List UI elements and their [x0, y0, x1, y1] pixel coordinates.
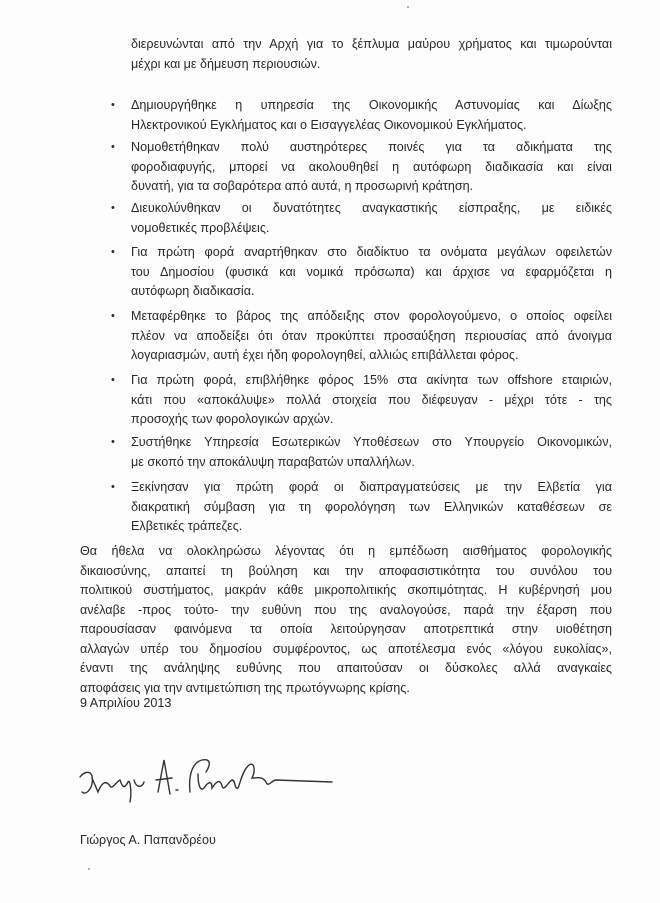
scan-speck: [88, 868, 90, 870]
bullet-icon: •: [111, 436, 115, 448]
bullet-icon: •: [111, 99, 115, 111]
text-line: Νομοθετήθηκαν πολύ αυστηρότερες ποινές για τα αδικήματα της: [131, 140, 612, 154]
bullet-icon: •: [111, 481, 115, 493]
scan-speck: [407, 6, 409, 8]
bullet-item: [111, 138, 612, 197]
text-line: νομοθετικές προβλέψεις.: [131, 220, 270, 235]
text-line: Διευκολύνθηκαν οι δυνατότητες αναγκαστικής είσπραξης, με ειδικές: [131, 201, 612, 215]
bullet-icon: •: [111, 202, 115, 214]
text-line: διερευνώνται από την Αρχή για το ξέπλυμα μαύρου χρήματος και τιμωρούνται: [131, 37, 612, 51]
text-line: ανέλαβε -προς τούτο- την ευθύνη που της αναλογούσε, παρά την έξαρση που: [80, 602, 612, 617]
bullet-item: [111, 371, 612, 430]
text-line: παρουσίασαν φαινόμενα τα οποία λειτούργησαν αποτρεπτικά στην υιοθέτηση: [80, 622, 612, 636]
bullet-item: [111, 243, 612, 302]
bullet-item: [111, 307, 612, 366]
text-line: μέχρι και με δήμευση περιουσιών.: [131, 56, 321, 71]
text-line: δικαιοσύνης, απαιτεί τη βούληση και την αποφασιστικότητα του συνόλου του: [80, 563, 612, 578]
text-line: Για πρώτη φορά, επιβλήθηκε φόρος 15% στα ακίνητα των offshore εταιριών,: [131, 373, 612, 387]
text-line: Ελβετικές τράπεζες.: [131, 519, 243, 533]
text-line: φοροδιαφυγής, μπορεί να ακολουθηθεί η αυτόφωρη διαδικασία και είναι: [131, 159, 612, 174]
bullet-icon: •: [111, 141, 115, 153]
bullet-icon: •: [111, 374, 115, 386]
text-line: Δημιουργήθηκε η υπηρεσία της Οικονομικής Αστυνομίας και Δίωξης: [131, 98, 612, 112]
text-line: Μεταφέρθηκε το βάρος της απόδειξης στον φορολογούμενο, ο οποίος οφείλει: [131, 309, 612, 323]
text-line: κάτι που «αποκάλυψε» πολλά στοιχεία που διέφευγαν - μέχρι τότε - της: [131, 392, 612, 407]
text-line: Ηλεκτρονικού Εγκλήματος και ο Εισαγγελέας Οικονομικού Εγκλήματος.: [131, 117, 527, 132]
text-line: πολιτικού συστήματος, μακράν κάθε μικροπολιτικής σκοπιμότητας. Η κυβέρνησή μου: [80, 583, 612, 597]
closing-paragraph: [80, 542, 612, 698]
text-line: προσοχής των φορολογικών αρχών.: [131, 412, 334, 426]
letter-date: 9 Απριλίου 2013: [80, 696, 172, 710]
text-line: Συστήθηκε Υπηρεσία Εσωτερικών Υποθέσεων στο Υπουργείο Οικονομικών,: [131, 435, 612, 449]
bullet-icon: •: [111, 310, 115, 322]
text-line: Θα ήθελα να ολοκληρώσω λέγοντας ότι η εμπέδωση αισθήματος φορολογικής: [80, 544, 612, 558]
continued-bullet-text: [131, 35, 612, 74]
bullet-item: [111, 96, 612, 135]
text-line: λογαριασμών, αυτή έχει ήδη φορολογηθεί, αλλιώς επιβάλλεται φόρος.: [131, 348, 519, 362]
handwritten-signature: [72, 752, 342, 812]
text-line: διακρατική σύμβαση για τη φορολόγηση των Ελληνικών καταθέσεων σε: [131, 499, 612, 514]
text-line: Ξεκίνησαν για πρώτη φορά οι διαπραγματεύσεις με την Ελβετία για: [131, 480, 612, 494]
text-line: αποφάσεις για την αντιμετώπιση της πρωτόγνωρης κρίσης.: [80, 680, 410, 695]
text-line: Για πρώτη φορά αναρτήθηκαν στο διαδίκτυο τα ονόματα μεγάλων οφειλετών: [131, 245, 612, 259]
bullet-item: [111, 478, 612, 537]
text-line: αυτόφωρη διαδικασία.: [131, 284, 255, 298]
text-line: έναντι της ανάληψης ευθύνης που απαιτούσαν οι δύσκολες αλλά αναγκαίες: [80, 661, 612, 675]
text-line: του Δημοσίου (φυσικά και νομικά πρόσωπα) και άρχισε να εφαρμόζεται η: [131, 264, 612, 279]
bullet-icon: •: [111, 246, 115, 258]
bullet-item: [111, 433, 612, 472]
text-line: δυνατή, για τα σοβαρότερα από αυτά, η προσωρινή κράτηση.: [131, 179, 474, 193]
bullet-item: [111, 199, 612, 238]
text-line: με σκοπό την αποκάλυψη παραβατών υπαλλήλων.: [131, 454, 415, 469]
text-line: αλλαγών υπέρ του δημοσίου συμφέροντος, ως αποτέλεσμα ενός «λόγου ευκολίας»,: [80, 641, 612, 656]
text-line: πλέον να αποδείξει ότι όταν προκύπτει προσαύξηση περιουσίας από άνοιγμα: [131, 328, 612, 343]
signatory-name: Γιώργος Α. Παπανδρέου: [80, 833, 216, 847]
